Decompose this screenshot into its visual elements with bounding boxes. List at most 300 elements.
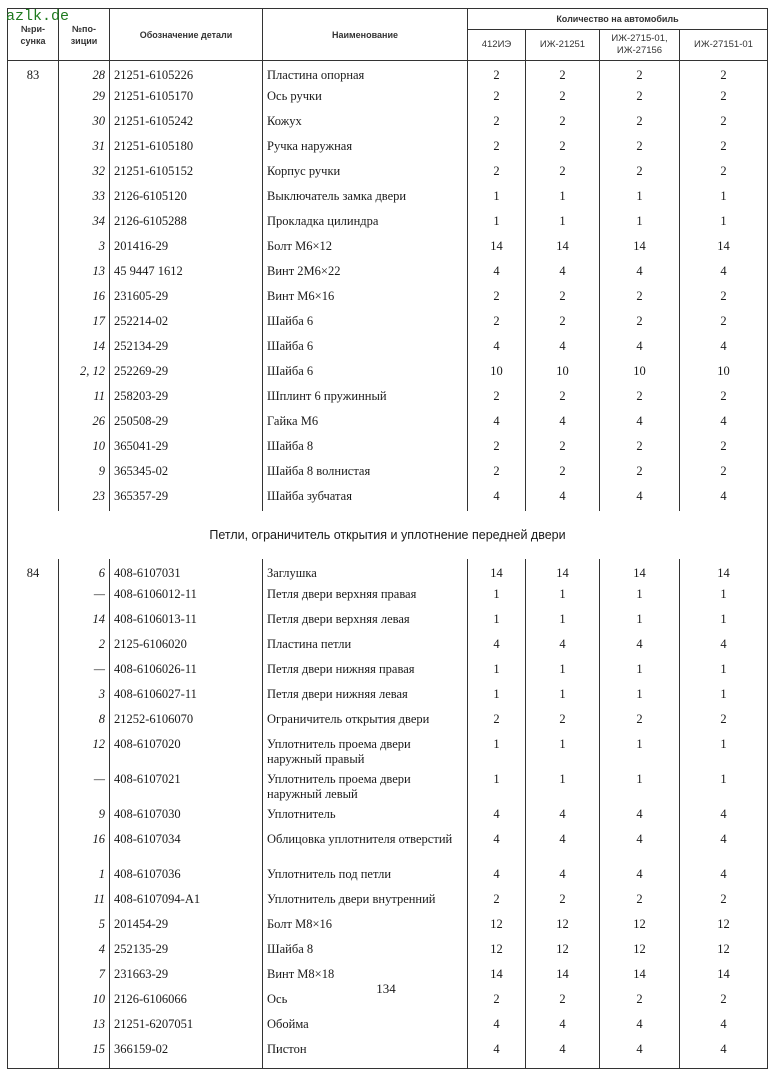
quantity: 12 xyxy=(526,914,600,939)
part-name: Винт М8×18 xyxy=(263,964,468,989)
quantity: 2 xyxy=(680,386,768,411)
quantity: 1 xyxy=(526,609,600,634)
quantity: 1 xyxy=(468,211,526,236)
quantity: 1 xyxy=(526,186,600,211)
part-code: 366159-02 xyxy=(110,1039,263,1069)
quantity: 4 xyxy=(526,804,600,829)
quantity: 2 xyxy=(526,86,600,111)
figure-number xyxy=(8,804,59,829)
figure-number xyxy=(8,939,59,964)
quantity: 4 xyxy=(468,261,526,286)
table-row xyxy=(8,634,768,659)
table-row xyxy=(8,136,768,161)
position-number: 26 xyxy=(59,411,110,436)
quantity: 4 xyxy=(468,634,526,659)
quantity: 1 xyxy=(468,186,526,211)
quantity: 4 xyxy=(680,1014,768,1039)
part-code: 2125-6106020 xyxy=(110,634,263,659)
header-model: ИЖ-27151-01 xyxy=(680,30,768,61)
table-row xyxy=(8,386,768,411)
part-name: Ось xyxy=(263,989,468,1014)
position-number: 29 xyxy=(59,86,110,111)
figure-number xyxy=(8,889,59,914)
figure-number xyxy=(8,914,59,939)
quantity: 14 xyxy=(526,559,600,584)
quantity: 2 xyxy=(526,311,600,336)
table-row xyxy=(8,361,768,386)
quantity: 4 xyxy=(680,261,768,286)
figure-number xyxy=(8,86,59,111)
figure-number xyxy=(8,769,59,804)
table-row xyxy=(8,411,768,436)
quantity: 2 xyxy=(680,111,768,136)
position-number: 4 xyxy=(59,939,110,964)
quantity: 1 xyxy=(600,584,680,609)
part-name: Петля двери верхняя левая xyxy=(263,609,468,634)
part-code: 408-6107021 xyxy=(110,769,263,804)
quantity: 2 xyxy=(468,889,526,914)
quantity: 4 xyxy=(526,411,600,436)
figure-number xyxy=(8,709,59,734)
part-name: Уплотнитель xyxy=(263,804,468,829)
table-row xyxy=(8,1014,768,1039)
quantity: 1 xyxy=(526,684,600,709)
part-name: Ось ручки xyxy=(263,86,468,111)
part-name: Пластина петли xyxy=(263,634,468,659)
figure-number xyxy=(8,461,59,486)
quantity: 1 xyxy=(526,769,600,804)
position-number: 23 xyxy=(59,486,110,511)
part-name: Петля двери нижняя правая xyxy=(263,659,468,684)
quantity: 2 xyxy=(680,161,768,186)
table-row xyxy=(8,61,768,87)
quantity: 1 xyxy=(468,734,526,769)
quantity: 2 xyxy=(468,709,526,734)
quantity: 4 xyxy=(600,1014,680,1039)
quantity: 1 xyxy=(680,211,768,236)
position-number: 11 xyxy=(59,889,110,914)
part-name: Уплотнитель проема двери наружный левый xyxy=(263,769,468,804)
figure-number xyxy=(8,684,59,709)
quantity: 2 xyxy=(526,436,600,461)
part-name: Уплотнитель под петли xyxy=(263,864,468,889)
part-code: 408-6106027-11 xyxy=(110,684,263,709)
quantity: 4 xyxy=(600,486,680,511)
quantity: 4 xyxy=(526,336,600,361)
figure-number xyxy=(8,211,59,236)
quantity: 4 xyxy=(526,864,600,889)
position-number: 13 xyxy=(59,261,110,286)
quantity: 14 xyxy=(468,236,526,261)
header-model: 412ИЭ xyxy=(468,30,526,61)
quantity: 4 xyxy=(600,261,680,286)
watermark: azlk.de xyxy=(6,8,70,25)
quantity: 1 xyxy=(526,659,600,684)
quantity: 12 xyxy=(600,914,680,939)
position-number: 3 xyxy=(59,684,110,709)
quantity: 2 xyxy=(526,989,600,1014)
quantity: 1 xyxy=(600,659,680,684)
quantity: 2 xyxy=(526,709,600,734)
part-code: 231605-29 xyxy=(110,286,263,311)
part-code: 250508-29 xyxy=(110,411,263,436)
position-number: 14 xyxy=(59,609,110,634)
table-row xyxy=(8,864,768,889)
part-code: 21251-6207051 xyxy=(110,1014,263,1039)
position-number: 2, 12 xyxy=(59,361,110,386)
quantity: 14 xyxy=(600,236,680,261)
quantity: 4 xyxy=(680,1039,768,1069)
quantity: 2 xyxy=(600,86,680,111)
part-name: Обойма xyxy=(263,1014,468,1039)
quantity: 2 xyxy=(680,86,768,111)
quantity: 4 xyxy=(468,1039,526,1069)
quantity: 1 xyxy=(600,186,680,211)
quantity: 2 xyxy=(600,436,680,461)
quantity: 2 xyxy=(600,111,680,136)
part-name: Шайба 8 волнистая xyxy=(263,461,468,486)
quantity: 4 xyxy=(526,486,600,511)
position-number: 7 xyxy=(59,964,110,989)
quantity: 1 xyxy=(680,584,768,609)
position-number: 15 xyxy=(59,1039,110,1069)
quantity: 1 xyxy=(680,684,768,709)
table-row xyxy=(8,1039,768,1069)
figure-number xyxy=(8,186,59,211)
figure-number: 84 xyxy=(8,559,59,584)
quantity: 2 xyxy=(526,61,600,87)
quantity: 12 xyxy=(468,939,526,964)
quantity: 2 xyxy=(680,436,768,461)
quantity: 2 xyxy=(468,136,526,161)
figure-number xyxy=(8,236,59,261)
quantity: 2 xyxy=(680,311,768,336)
figure-number xyxy=(8,659,59,684)
quantity: 1 xyxy=(680,186,768,211)
quantity: 14 xyxy=(468,964,526,989)
quantity: 2 xyxy=(468,286,526,311)
part-code: 365357-29 xyxy=(110,486,263,511)
quantity: 1 xyxy=(468,769,526,804)
table-row xyxy=(8,461,768,486)
header-model: ИЖ-2715-01, ИЖ-27156 xyxy=(600,30,680,61)
part-code: 45 9447 1612 xyxy=(110,261,263,286)
header-quantity-group: Количество на автомобиль xyxy=(468,9,768,30)
page-number: 134 xyxy=(376,981,396,996)
quantity: 4 xyxy=(680,336,768,361)
part-code: 2126-6105288 xyxy=(110,211,263,236)
part-name: Прокладка цилиндра xyxy=(263,211,468,236)
figure-number xyxy=(8,1039,59,1069)
quantity: 14 xyxy=(468,559,526,584)
quantity: 4 xyxy=(468,804,526,829)
section-heading-row xyxy=(8,511,768,559)
quantity: 2 xyxy=(600,161,680,186)
table-row xyxy=(8,914,768,939)
quantity: 1 xyxy=(468,684,526,709)
figure-number xyxy=(8,286,59,311)
figure-number xyxy=(8,311,59,336)
position-number: 5 xyxy=(59,914,110,939)
quantity: 2 xyxy=(526,461,600,486)
figure-number xyxy=(8,864,59,889)
quantity: 4 xyxy=(600,829,680,864)
header-model: ИЖ-21251 xyxy=(526,30,600,61)
part-name: Выключатель замка двери xyxy=(263,186,468,211)
quantity: 4 xyxy=(680,829,768,864)
quantity: 4 xyxy=(468,864,526,889)
figure-number xyxy=(8,829,59,864)
part-name: Петля двери верхняя правая xyxy=(263,584,468,609)
part-code: 252214-02 xyxy=(110,311,263,336)
part-name: Облицовка уплотнителя отверстий xyxy=(263,829,468,864)
table-row xyxy=(8,311,768,336)
header-position: №по-зиции xyxy=(59,9,110,61)
quantity: 1 xyxy=(600,734,680,769)
table-row xyxy=(8,111,768,136)
quantity: 4 xyxy=(526,1039,600,1069)
part-code: 408-6106026-11 xyxy=(110,659,263,684)
quantity: 14 xyxy=(680,236,768,261)
table-row xyxy=(8,769,768,804)
quantity: 2 xyxy=(680,286,768,311)
part-code: 252269-29 xyxy=(110,361,263,386)
table-row xyxy=(8,336,768,361)
part-code: 408-6106012-11 xyxy=(110,584,263,609)
quantity: 2 xyxy=(600,989,680,1014)
part-code: 408-6107094-А1 xyxy=(110,889,263,914)
figure-number xyxy=(8,609,59,634)
quantity: 2 xyxy=(600,311,680,336)
table-row xyxy=(8,236,768,261)
quantity: 14 xyxy=(600,559,680,584)
table-row xyxy=(8,684,768,709)
figure-number xyxy=(8,111,59,136)
position-number: 31 xyxy=(59,136,110,161)
quantity: 10 xyxy=(468,361,526,386)
header-part-code: Обозначение детали xyxy=(110,9,263,61)
part-name: Шайба зубчатая xyxy=(263,486,468,511)
position-number: 9 xyxy=(59,461,110,486)
position-number: 28 xyxy=(59,61,110,87)
quantity: 2 xyxy=(526,889,600,914)
quantity: 2 xyxy=(600,709,680,734)
quantity: 2 xyxy=(600,386,680,411)
figure-number xyxy=(8,336,59,361)
part-name: Заглушка xyxy=(263,559,468,584)
quantity: 2 xyxy=(680,136,768,161)
quantity: 4 xyxy=(468,486,526,511)
quantity: 10 xyxy=(680,361,768,386)
quantity: 1 xyxy=(600,684,680,709)
table-row xyxy=(8,86,768,111)
table-header xyxy=(8,9,768,61)
quantity: 1 xyxy=(600,769,680,804)
header-name: Наименование xyxy=(263,9,468,61)
part-name: Винт М6×16 xyxy=(263,286,468,311)
quantity: 2 xyxy=(468,461,526,486)
position-number: 32 xyxy=(59,161,110,186)
quantity: 4 xyxy=(600,411,680,436)
quantity: 1 xyxy=(600,211,680,236)
quantity: 4 xyxy=(468,411,526,436)
quantity: 2 xyxy=(468,111,526,136)
quantity: 10 xyxy=(526,361,600,386)
quantity: 2 xyxy=(600,286,680,311)
quantity: 2 xyxy=(468,386,526,411)
part-name: Кожух xyxy=(263,111,468,136)
table-row xyxy=(8,734,768,769)
quantity: 1 xyxy=(526,211,600,236)
position-number: — xyxy=(59,769,110,804)
quantity: 14 xyxy=(680,559,768,584)
quantity: 12 xyxy=(680,939,768,964)
quantity: 1 xyxy=(526,584,600,609)
position-number: 9 xyxy=(59,804,110,829)
part-code: 408-6107034 xyxy=(110,829,263,864)
quantity: 1 xyxy=(526,734,600,769)
table-row xyxy=(8,161,768,186)
quantity: 14 xyxy=(526,964,600,989)
part-code: 365345-02 xyxy=(110,461,263,486)
quantity: 2 xyxy=(680,709,768,734)
figure-number: 83 xyxy=(8,61,59,87)
part-name: Пистон xyxy=(263,1039,468,1069)
part-name: Винт 2М6×22 xyxy=(263,261,468,286)
part-name: Болт М6×12 xyxy=(263,236,468,261)
quantity: 2 xyxy=(680,61,768,87)
table-row xyxy=(8,939,768,964)
quantity: 12 xyxy=(680,914,768,939)
position-number: 13 xyxy=(59,1014,110,1039)
part-code: 21251-6105242 xyxy=(110,111,263,136)
table-row xyxy=(8,609,768,634)
table-row xyxy=(8,709,768,734)
figure-number xyxy=(8,634,59,659)
quantity: 4 xyxy=(526,261,600,286)
part-code: 231663-29 xyxy=(110,964,263,989)
position-number: 6 xyxy=(59,559,110,584)
quantity: 2 xyxy=(526,161,600,186)
quantity: 4 xyxy=(600,634,680,659)
table-row xyxy=(8,286,768,311)
quantity: 1 xyxy=(468,609,526,634)
quantity: 4 xyxy=(468,336,526,361)
part-code: 2126-6105120 xyxy=(110,186,263,211)
quantity: 2 xyxy=(468,61,526,87)
part-code: 21252-6106070 xyxy=(110,709,263,734)
part-code: 21251-6105226 xyxy=(110,61,263,87)
parts-table xyxy=(7,8,768,1069)
position-number: 16 xyxy=(59,286,110,311)
position-number: 34 xyxy=(59,211,110,236)
part-name: Шплинт 6 пружинный xyxy=(263,386,468,411)
part-name: Шайба 8 xyxy=(263,436,468,461)
quantity: 4 xyxy=(600,1039,680,1069)
part-code: 21251-6105180 xyxy=(110,136,263,161)
quantity: 4 xyxy=(600,336,680,361)
table-row xyxy=(8,889,768,914)
quantity: 4 xyxy=(680,804,768,829)
part-code: 21251-6105152 xyxy=(110,161,263,186)
part-name: Ограничитель открытия двери xyxy=(263,709,468,734)
part-code: 21251-6105170 xyxy=(110,86,263,111)
figure-number xyxy=(8,161,59,186)
quantity: 4 xyxy=(680,864,768,889)
table-row xyxy=(8,829,768,864)
table-row xyxy=(8,436,768,461)
part-code: 258203-29 xyxy=(110,386,263,411)
position-number: 16 xyxy=(59,829,110,864)
quantity: 2 xyxy=(680,889,768,914)
quantity: 4 xyxy=(526,1014,600,1039)
quantity: 4 xyxy=(680,634,768,659)
quantity: 12 xyxy=(526,939,600,964)
header-figure: №ри-сунка xyxy=(8,9,59,61)
quantity: 14 xyxy=(526,236,600,261)
part-name: Шайба 6 xyxy=(263,336,468,361)
table-row xyxy=(8,211,768,236)
table-row xyxy=(8,659,768,684)
quantity: 1 xyxy=(680,659,768,684)
position-number: 11 xyxy=(59,386,110,411)
quantity: 1 xyxy=(680,609,768,634)
figure-number xyxy=(8,411,59,436)
position-number: 10 xyxy=(59,989,110,1014)
position-number: 14 xyxy=(59,336,110,361)
position-number: 10 xyxy=(59,436,110,461)
position-number: 33 xyxy=(59,186,110,211)
position-number: 17 xyxy=(59,311,110,336)
quantity: 2 xyxy=(600,461,680,486)
figure-number xyxy=(8,584,59,609)
part-name: Пластина опорная xyxy=(263,61,468,87)
quantity: 1 xyxy=(680,769,768,804)
quantity: 12 xyxy=(600,939,680,964)
quantity: 4 xyxy=(680,486,768,511)
part-code: 201454-29 xyxy=(110,914,263,939)
position-number: 12 xyxy=(59,734,110,769)
position-number: 1 xyxy=(59,864,110,889)
quantity: 2 xyxy=(468,161,526,186)
quantity: 2 xyxy=(468,436,526,461)
part-code: 408-6107030 xyxy=(110,804,263,829)
quantity: 2 xyxy=(680,461,768,486)
quantity: 1 xyxy=(680,734,768,769)
figure-number xyxy=(8,361,59,386)
section-title: Петли, ограничитель открытия и уплотнение передней двери xyxy=(8,511,768,559)
part-name: Шайба 6 xyxy=(263,311,468,336)
table-row xyxy=(8,804,768,829)
quantity: 2 xyxy=(600,889,680,914)
table-row xyxy=(8,486,768,511)
position-number: — xyxy=(59,584,110,609)
quantity: 2 xyxy=(600,61,680,87)
quantity: 4 xyxy=(600,804,680,829)
part-name: Ручка наружная xyxy=(263,136,468,161)
part-code: 408-6107031 xyxy=(110,559,263,584)
part-name: Болт М8×16 xyxy=(263,914,468,939)
quantity: 4 xyxy=(526,634,600,659)
part-name: Уплотнитель проема двери наружный правый xyxy=(263,734,468,769)
table-body xyxy=(8,61,768,1069)
table-row xyxy=(8,261,768,286)
part-code: 252134-29 xyxy=(110,336,263,361)
figure-number xyxy=(8,436,59,461)
quantity: 2 xyxy=(680,989,768,1014)
quantity: 2 xyxy=(526,386,600,411)
quantity: 4 xyxy=(468,829,526,864)
